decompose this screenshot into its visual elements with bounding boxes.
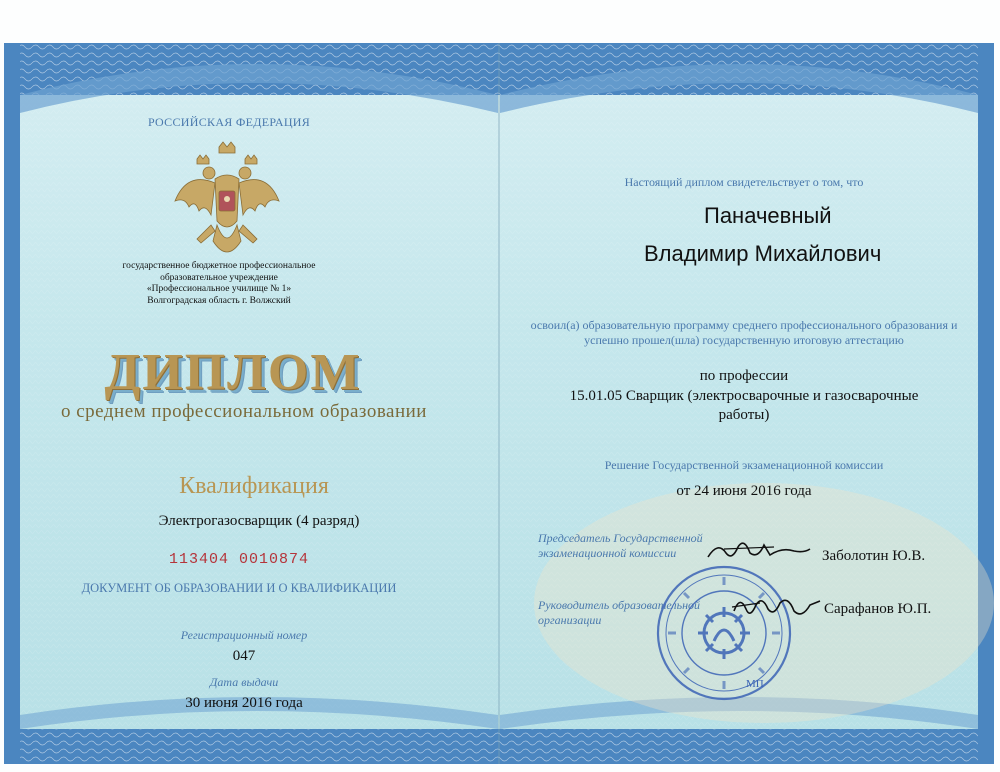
registration-number: 047 (232, 648, 256, 664)
chair-label: Председатель Государственной экзаменационной комиссии (538, 531, 703, 560)
chair-name: Заболотин Ю.В. (822, 548, 926, 564)
double-headed-eagle-emblem-icon (167, 141, 287, 266)
diploma-sheet (4, 43, 994, 764)
decision-date: от 24 июня 2016 года (676, 483, 812, 499)
head-name: Сарафанов Ю.П. (824, 601, 932, 617)
decision-label: Решение Государственной экзаменационной комиссии (604, 458, 884, 472)
round-official-seal-icon (654, 563, 794, 703)
profession-value: 15.01.05 Сварщик (электросварочные и газосварочные работы) (569, 388, 919, 423)
chair-signature-icon (704, 535, 814, 565)
issue-date-label: Дата выдачи (209, 675, 279, 689)
qualification-label: Квалификация (179, 473, 329, 499)
issue-date: 30 июня 2016 года (185, 695, 303, 711)
head-label: Руководитель образовательной организации (538, 598, 701, 627)
qualification-value: Электрогазосварщик (4 разряд) (158, 513, 360, 529)
country-name: РОССИЙСКАЯ ФЕДЕРАЦИЯ (147, 115, 311, 129)
graduate-surname: Паначевный (704, 203, 832, 228)
institution-line: государственное бюджетное профессиональное (122, 261, 316, 271)
certifies-text: Настоящий диплом свидетельствует о том, что (624, 175, 864, 189)
registration-label: Регистрационный номер (180, 628, 308, 642)
program-text: освоил(а) образовательную программу среднего профессионального образования и успешно прошел(шла) государственную итоговую аттестацию (530, 318, 958, 347)
center-fold (498, 43, 500, 764)
institution-line: Волгоградская область г. Волжский (147, 295, 291, 306)
head-signature-icon (730, 591, 825, 623)
institution-line: образовательное учреждение (160, 272, 278, 283)
graduate-name: Владимир Михайлович (644, 241, 882, 266)
diploma-title: ДИПЛОМ (104, 344, 362, 401)
institution-block (94, 261, 344, 307)
document-type: ДОКУМЕНТ ОБ ОБРАЗОВАНИИ И О КВАЛИФИКАЦИИ (81, 581, 397, 595)
serial-number: 113404 0010874 (168, 551, 310, 568)
diploma-subtitle: о среднем профессиональном образовании (61, 401, 427, 422)
stamp-mark: МП (746, 678, 764, 690)
profession-caption: по профессии (699, 368, 789, 384)
institution-line: «Профессиональное училище № 1» (146, 284, 292, 294)
